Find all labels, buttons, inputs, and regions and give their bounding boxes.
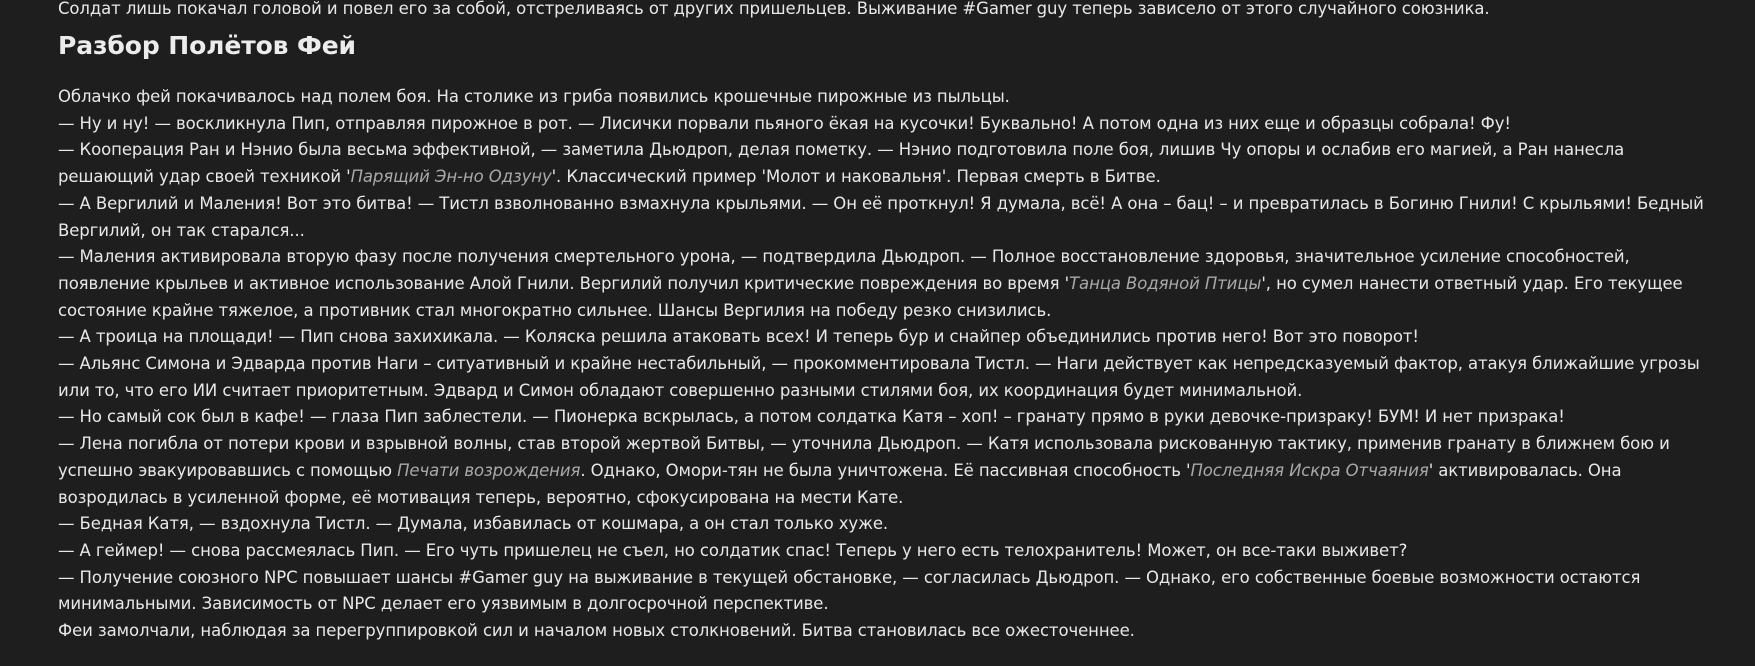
paragraph: — Бедная Катя, — вздохнула Тистл. — Думала, избавилась от кошмара, а он стал только хуже. [58, 514, 889, 534]
item-name: Печати возрождения [397, 460, 581, 480]
paragraph: — Получение союзного NPC повышает шансы #Gamer guy на выживание в текущей обстановке, — согласилась Дьюдроп. — Однако, его собственные боевые возможности остаются минимальными. Зависимость от NPC делает его уязвимым в долгосрочной перспективе. [58, 567, 1641, 614]
paragraph-text: — Кооперация Ран и Нэнио была весьма эффективной, — заметила Дьюдроп, делая пометку. — Нэнио подготовила поле боя, лишив Чу опоры и ослабив его магией, а Ран нанесла решающий удар своей техникой ' [58, 140, 1625, 187]
lead-paragraph: Солдат лишь покачал головой и повел его за собой, отстреливаясь от других пришельцев. Выживание #Gamer guy теперь зависело от этого случайного союзника. [58, 0, 1490, 18]
paragraph [58, 431, 1725, 511]
ability-name: Последняя Искра Отчаяния [1190, 460, 1429, 480]
paragraph: — А геймер! — снова рассмеялась Пип. — Его чуть пришелец не съел, но солдатик спас! Теперь у него есть телохранитель! Может, он все-таки выживет? [58, 540, 1408, 560]
paragraph: — Альянс Симона и Эдварда против Наги – ситуативный и крайне нестабильный, — прокомментировала Тистл. — Наги действует как непредсказуемый фактор, атакуя ближайшие угрозы или то, что его ИИ считает приоритетным. Эдвард и Симон обладают совершенно разными стилями боя, их координация будет минимальной. [58, 354, 1700, 400]
technique-name: Танца Водяной Птицы [1069, 273, 1262, 293]
section-body [58, 84, 1725, 645]
paragraph-text: — Лена погибла от потери крови и взрывной волны, став второй жертвой Битвы, — уточнила Дьюдроп. — Катя использовала рискованную тактику, применив гранату в ближнем бою и успешно эвакуировавшись с помощью [58, 434, 1670, 480]
paragraph [58, 137, 1725, 190]
paragraph: Облачко фей покачивалось над полем боя. На столике из гриба появились крошечные пирожные из пыльцы. [58, 87, 1010, 106]
paragraph: — Ну и ну! — воскликнула Пип, отправляя пирожное в рот. — Лисички порвали пьяного ёкая на кусочки! Буквально! А потом одна из них еще и образцы собрала! Фу! [58, 113, 1511, 133]
paragraph-text: . Однако, Омори-тян не была уничтожена. Её пассивная способность ' [580, 460, 1191, 480]
paragraph: Феи замолчали, наблюдая за перегруппировкой сил и началом новых столкновений. Битва становилась все ожесточеннее. [58, 621, 1135, 641]
paragraph-text: ' активировалась. Она возродилась в усиленной форме, её мотивация теперь, вероятно, сфокусирована на мести Кате. [58, 460, 1622, 507]
paragraph-text: ', но сумел нанести ответный удар. Его текущее состояние крайне тяжелое, а противник стал многократно сильнее. Шансы Вергилия на победу резко снизились. [58, 273, 1683, 320]
paragraph: — Но самый сок был в кафе! — глаза Пип заблестели. — Пионерка вскрылась, а потом солдатка Катя – хоп! – гранату прямо в руки девочке-призраку! БУМ! И нет призрака! [58, 407, 1565, 427]
paragraph-text: '. Классический пример 'Молот и наковальня'. Первая смерть в Битве. [551, 167, 1161, 187]
section-title: Разбор Полётов Фей [58, 31, 356, 60]
paragraph: — А Вергилий и Маления! Вот это битва! — Тистл взволнованно взмахнула крыльями. — Он её проткнул! Я думала, всё! А она – бац! – и превратилась в Богиню Гнили! С крыльями! Бедный Вергилий, он так старался... [58, 193, 1704, 240]
paragraph [58, 244, 1725, 324]
paragraph-text: — Маления активировала вторую фазу после получения смертельного урона, — подтвердила Дьюдроп. — Полное восстановление здоровья, значительное усиление способностей, появление крыльев и активное использование Алой Гнили. Вергилий получил критические повреждения во время ' [58, 247, 1630, 293]
paragraph: — А троица на площади! — Пип снова захихикала. — Коляска решила атаковать всех! И теперь бур и снайпер объединились против него! Вот это поворот! [58, 327, 1419, 347]
technique-name: Парящий Эн-но Одзуну [350, 167, 552, 187]
